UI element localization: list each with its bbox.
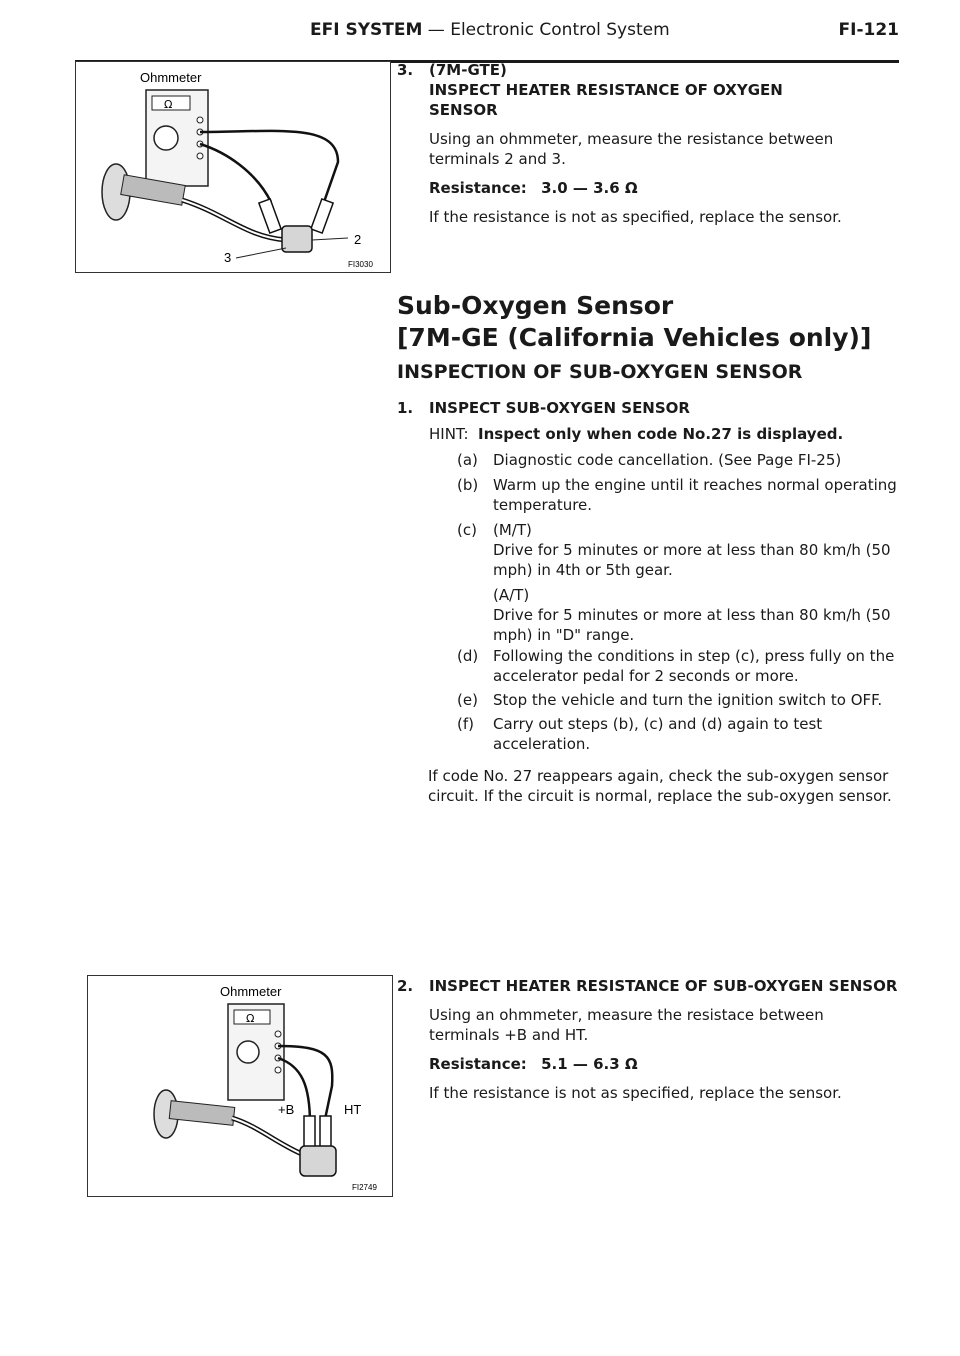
ohm-symbol: Ω (246, 1012, 255, 1025)
step-title: INSPECT HEATER RESISTANCE OF OXYGEN SENSOR (429, 81, 783, 119)
header-title: EFI SYSTEM — Electronic Control System (310, 20, 670, 40)
section-subtitle: INSPECTION OF SUB-OXYGEN SENSOR (397, 361, 803, 383)
ohmmeter-label: Ohmmeter (140, 70, 202, 85)
step-note: If the resistance is not as specified, replace the sensor. (429, 1084, 842, 1102)
page-number: FI-121 (838, 20, 899, 40)
step-text: Using an ohmmeter, measure the resistance between terminals 2 and 3. (429, 130, 834, 168)
step-number: 1. (397, 399, 414, 417)
substep-c: (c) (M/T) Drive for 5 minutes or more at less than 80 km/h (50 mph) in 4th or 5th gear. (A/T) Drive for 5 minutes or more at less than 80 km/h (50 mph) in "D" range. (457, 521, 891, 644)
ohmmeter-label: Ohmmeter (220, 984, 282, 999)
sensor-connector (282, 226, 312, 252)
ohmmeter-dial-icon (154, 126, 178, 150)
ohm-symbol: Ω (164, 98, 173, 111)
step-number: 3. (397, 61, 414, 79)
step-title: INSPECT SUB-OXYGEN SENSOR (429, 399, 690, 417)
terminal-plus-b-label: +B (278, 1102, 295, 1117)
figure-code: FI2749 (352, 1183, 377, 1192)
page-header (75, 20, 899, 42)
section-title-line2: [7M-GE (California Vehicles only)] (397, 323, 872, 352)
sensor-connector (300, 1146, 336, 1176)
resistance-spec: Resistance: 3.0 — 3.6 Ω (429, 179, 638, 197)
step-number: 2. (397, 977, 414, 995)
figure-code: FI3030 (348, 260, 373, 269)
step-title: INSPECT HEATER RESISTANCE OF SUB-OXYGEN SENSOR (429, 977, 898, 995)
terminal-ht-label: HT (344, 1102, 362, 1117)
terminal-3-label: 3 (224, 250, 232, 265)
ohmmeter-dial-icon (237, 1041, 259, 1063)
hint: HINT: Inspect only when code No.27 is displayed. (429, 425, 844, 443)
figure-oxygen-sensor-ohmmeter (75, 61, 391, 273)
terminal-2-label: 2 (354, 232, 362, 247)
step-model: (7M-GTE) (429, 61, 507, 79)
figure-sub-oxygen-sensor-ohmmeter (87, 975, 393, 1197)
step-text: Using an ohmmeter, measure the resistace between terminals +B and HT. (429, 1006, 824, 1044)
resistance-spec: Resistance: 5.1 — 6.3 Ω (429, 1055, 638, 1073)
step-note: If the resistance is not as specified, replace the sensor. (429, 208, 842, 226)
section-title-line1: Sub-Oxygen Sensor (397, 291, 674, 320)
step1-closing: If code No. 27 reappears again, check the sub-oxygen sensor circuit. If the circuit is normal, replace the sub-oxygen sensor. (428, 767, 892, 805)
